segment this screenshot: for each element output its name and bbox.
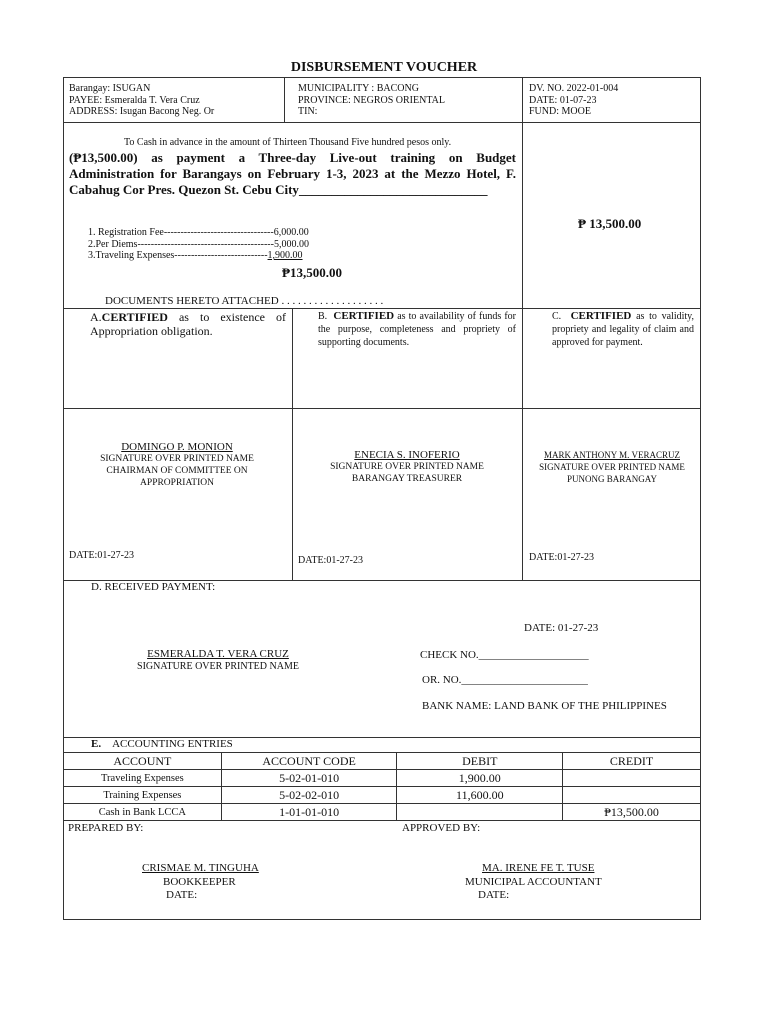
signatory-2 xyxy=(300,449,514,485)
signatory-1 xyxy=(90,441,264,489)
signature-caption: SIGNATURE OVER PRINTED NAME xyxy=(137,661,299,672)
accounting-heading: E. ACCOUNTING ENTRIES xyxy=(91,738,233,750)
divider xyxy=(284,77,285,122)
credit-cell xyxy=(563,787,701,804)
account-cell: Traveling Expenses xyxy=(64,770,222,787)
table-row xyxy=(64,787,701,804)
divider xyxy=(63,308,701,309)
column-header: ACCOUNT xyxy=(64,753,222,770)
certification-c: C. CERTIFIED as to validity, propriety and legality of claim and approved for payment. xyxy=(552,310,695,348)
divider xyxy=(63,408,701,409)
debit-cell xyxy=(397,804,563,821)
or-number-field: OR. NO._______________________ xyxy=(422,674,588,686)
account-cell: Training Expenses xyxy=(64,787,222,804)
payee-signature xyxy=(120,648,316,673)
signatory-3 xyxy=(524,449,700,485)
purpose-text: (₱13,500.00) as payment a Three-day Live-out training on Budget Administration for Barangays on February 1-3, 2023 at the Mezzo Hotel, F. Cabahug Cor Pres. Quezon St. Cebu City xyxy=(69,150,516,197)
certification-b: B. CERTIFIED as to availability of funds for the purpose, completeness and propriety of supporting documents. xyxy=(318,310,517,348)
signatory-name: ENECIA S. INOFERIO xyxy=(354,449,460,461)
accounting-table xyxy=(63,752,701,821)
table-header-row xyxy=(64,753,701,770)
signatory-role: PUNONG BARANGAY xyxy=(567,474,657,484)
divider xyxy=(63,122,701,123)
approver-name: MA. IRENE FE T. TUSE xyxy=(482,862,595,874)
signatory-name: DOMINGO P. MONION xyxy=(121,441,233,453)
signatory-3-date: DATE:01-27-23 xyxy=(529,552,594,563)
received-heading: D. RECEIVED PAYMENT: xyxy=(91,581,216,593)
prepared-by-block xyxy=(142,862,342,903)
particulars-purpose xyxy=(69,150,516,198)
prepared-by-label: PREPARED BY: xyxy=(68,822,144,834)
expense-item: 1. Registration Fee---------------------------------6,000.00 xyxy=(88,227,309,238)
expense-item: 3.Traveling Expenses----------------------------1,900.00 xyxy=(88,250,303,261)
signatory-1-date: DATE:01-27-23 xyxy=(69,550,134,561)
signatory-name: MARK ANTHONY M. VERACRUZ xyxy=(543,450,680,460)
debit-cell: 1,900.00 xyxy=(397,770,563,787)
signature-caption: SIGNATURE OVER PRINTED NAME xyxy=(539,462,685,472)
credit-cell xyxy=(563,770,701,787)
municipality-field: MUNICIPALITY : BACONG xyxy=(298,83,419,94)
table-row xyxy=(64,770,701,787)
divider xyxy=(522,77,523,581)
signatory-2-date: DATE:01-27-23 xyxy=(298,555,363,566)
payee-field: PAYEE: Esmeralda T. Vera Cruz xyxy=(69,94,200,106)
documents-attached: DOCUMENTS HERETO ATTACHED . . . . . . . . . . . . . . . . . . . xyxy=(105,295,384,307)
signatory-role: BARANGAY TREASURER xyxy=(351,474,463,484)
expense-breakdown xyxy=(88,227,348,262)
approved-by-block xyxy=(465,862,665,903)
check-number-field: CHECK NO.____________________ xyxy=(420,649,589,661)
signature-caption: SIGNATURE OVER PRINTED NAME xyxy=(100,454,254,464)
column-header: CREDIT xyxy=(563,753,701,770)
particulars-total: ₱13,500.00 xyxy=(282,265,342,280)
approver-role: MUNICIPAL ACCOUNTANT xyxy=(465,875,602,888)
signatory-role: CHAIRMAN OF COMMITTEE ON APPROPRIATION xyxy=(106,466,248,488)
date-field: DATE: 01-07-23 xyxy=(529,94,597,106)
address-field: ADDRESS: Isugan Bacong Neg. Or xyxy=(69,106,215,117)
expense-item: 2.Per Diems-----------------------------------------5,000.00 xyxy=(88,238,309,250)
amount-box: ₱ 13,500.00 xyxy=(578,216,642,231)
debit-cell: 11,600.00 xyxy=(397,787,563,804)
preparer-role: BOOKKEEPER xyxy=(163,875,236,888)
header-left xyxy=(69,83,281,118)
certification-a: A.CERTIFIED as to existence of Appropriation obligation. xyxy=(90,310,286,338)
received-date: DATE: 01-27-23 xyxy=(524,622,599,634)
account-cell: Cash in Bank LCCA xyxy=(64,804,222,821)
bank-name-field: BANK NAME: LAND BANK OF THE PHILIPPINES xyxy=(422,700,667,712)
credit-cell: ₱13,500.00 xyxy=(563,804,701,821)
approver-date: DATE: xyxy=(478,889,510,901)
column-header: ACCOUNT CODE xyxy=(221,753,397,770)
code-cell: 5-02-01-010 xyxy=(221,770,397,787)
preparer-name: CRISMAE M. TINGUHA xyxy=(142,862,259,874)
payee-name: ESMERALDA T. VERA CRUZ xyxy=(147,648,289,660)
particulars-intro: To Cash in advance in the amount of Thirteen Thousand Five hundred pesos only. xyxy=(124,137,452,148)
header-middle xyxy=(298,83,518,118)
header-right xyxy=(529,83,699,118)
purpose-blank-line: _____________________________ xyxy=(298,182,488,197)
province-field: PROVINCE: NEGROS ORIENTAL xyxy=(298,94,445,106)
approved-by-label: APPROVED BY: xyxy=(402,822,481,834)
tin-field: TIN: xyxy=(298,106,318,117)
signature-caption: SIGNATURE OVER PRINTED NAME xyxy=(330,462,484,472)
divider xyxy=(292,308,293,581)
dv-number-field: DV. NO. 2022-01-004 xyxy=(529,83,619,94)
code-cell: 1-01-01-010 xyxy=(221,804,397,821)
code-cell: 5-02-02-010 xyxy=(221,787,397,804)
preparer-date: DATE: xyxy=(166,889,198,901)
barangay-field: Barangay: ISUGAN xyxy=(69,83,151,94)
column-header: DEBIT xyxy=(397,753,563,770)
document-title: DISBURSEMENT VOUCHER xyxy=(290,60,478,75)
table-row xyxy=(64,804,701,821)
fund-field: FUND: MOOE xyxy=(529,106,591,117)
